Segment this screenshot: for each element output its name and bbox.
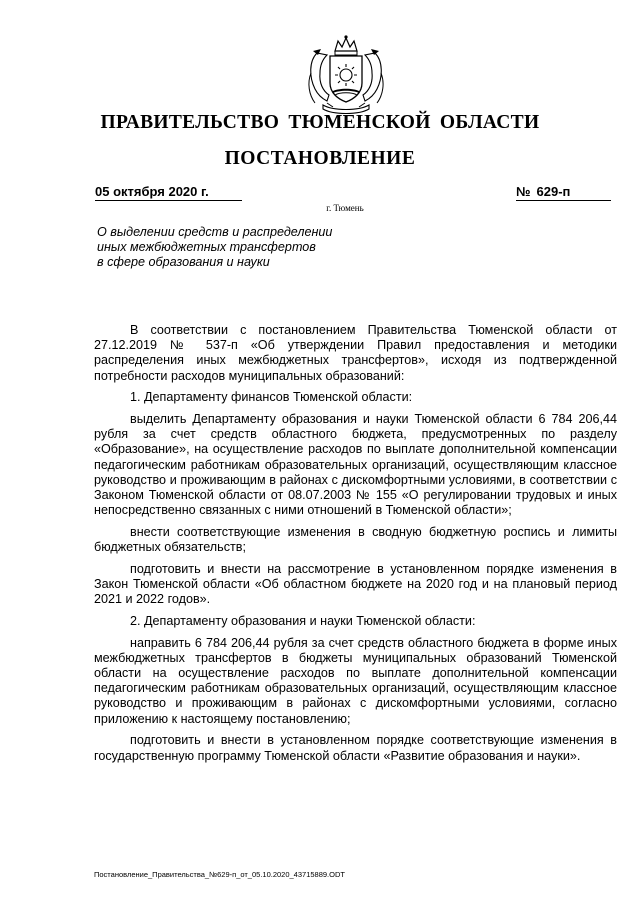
document-subject [97,225,397,270]
subject-line: иных межбюджетных трансфертов [97,240,316,254]
body-paragraph: подготовить и внести в установленном порядке соответствующие изменения в государственную программу Тюменской области «Развитие образования и науки». [94,733,617,763]
body-paragraph: 2. Департаменту образования и науки Тюменской области: [130,613,476,628]
body-paragraph: выделить Департаменту образования и науки Тюменской области 6 784 206,44 рубля за счет средств областного бюджета, предусмотренных по разделу «Образование», на осуществление расходов по выплате дополнительной компенсации педагогическим работникам образовательных организаций, осуществляющим классное руководство и проживающим в районах с дискомфортными условиями, в соответствии с Законом Тюменской области от 08.07.2003 № 155 «О регулировании трудовых и иных непосредственно связанных с ними отношений в Тюменской области»; [94,412,617,518]
document-number: 629-п [536,184,571,199]
body-paragraph: 1. Департаменту финансов Тюменской области: [130,390,413,405]
organization-title: ПРАВИТЕЛЬСТВО ТЮМЕНСКОЙ ОБЛАСТИ [100,112,540,133]
document-body [94,323,617,770]
document-number-field [516,184,611,201]
number-sign: № [516,184,531,199]
body-paragraph: В соответствии с постановлением Правительства Тюменской области от 27.12.2019 № 537-п «Об утверждении Правил предоставления и методики распределения иных межбюджетных трансфертов», исходя из подтвержденной потребности расходов муниципальных образований: [94,323,617,383]
footer-filename: Постановление_Правительства_№629-п_от_05.10.2020_43715889.ODT [94,870,345,879]
document-type-title: ПОСТАНОВЛЕНИЕ [224,148,416,169]
body-paragraph: внести соответствующие изменения в сводную бюджетную роспись и лимиты бюджетных обязательств; [94,524,617,555]
subject-line: О выделении средств и распределении [97,225,333,239]
subject-line: в сфере образования и науки [97,255,270,269]
document-date: 05 октября 2020 г. [95,184,242,201]
body-paragraph: подготовить и внести на рассмотрение в установленном порядке изменения в Закон Тюменской области «Об областном бюджете на 2020 год и на плановый период 2021 и 2022 годов». [94,561,617,607]
coat-of-arms-icon [305,33,387,117]
document-city: г. Тюмень [326,203,364,213]
body-paragraph: направить 6 784 206,44 рубля за счет средств областного бюджета в форме иных межбюджетных трансфертов в бюджеты муниципальных образований Тюменской области на осуществление расходов по выплате дополнительной компенсации педагогическим работникам образовательных организаций, осуществляющим классное руководство и проживающим в районах с дискомфортными условиями, согласно приложению к настоящему постановлению; [94,635,617,726]
